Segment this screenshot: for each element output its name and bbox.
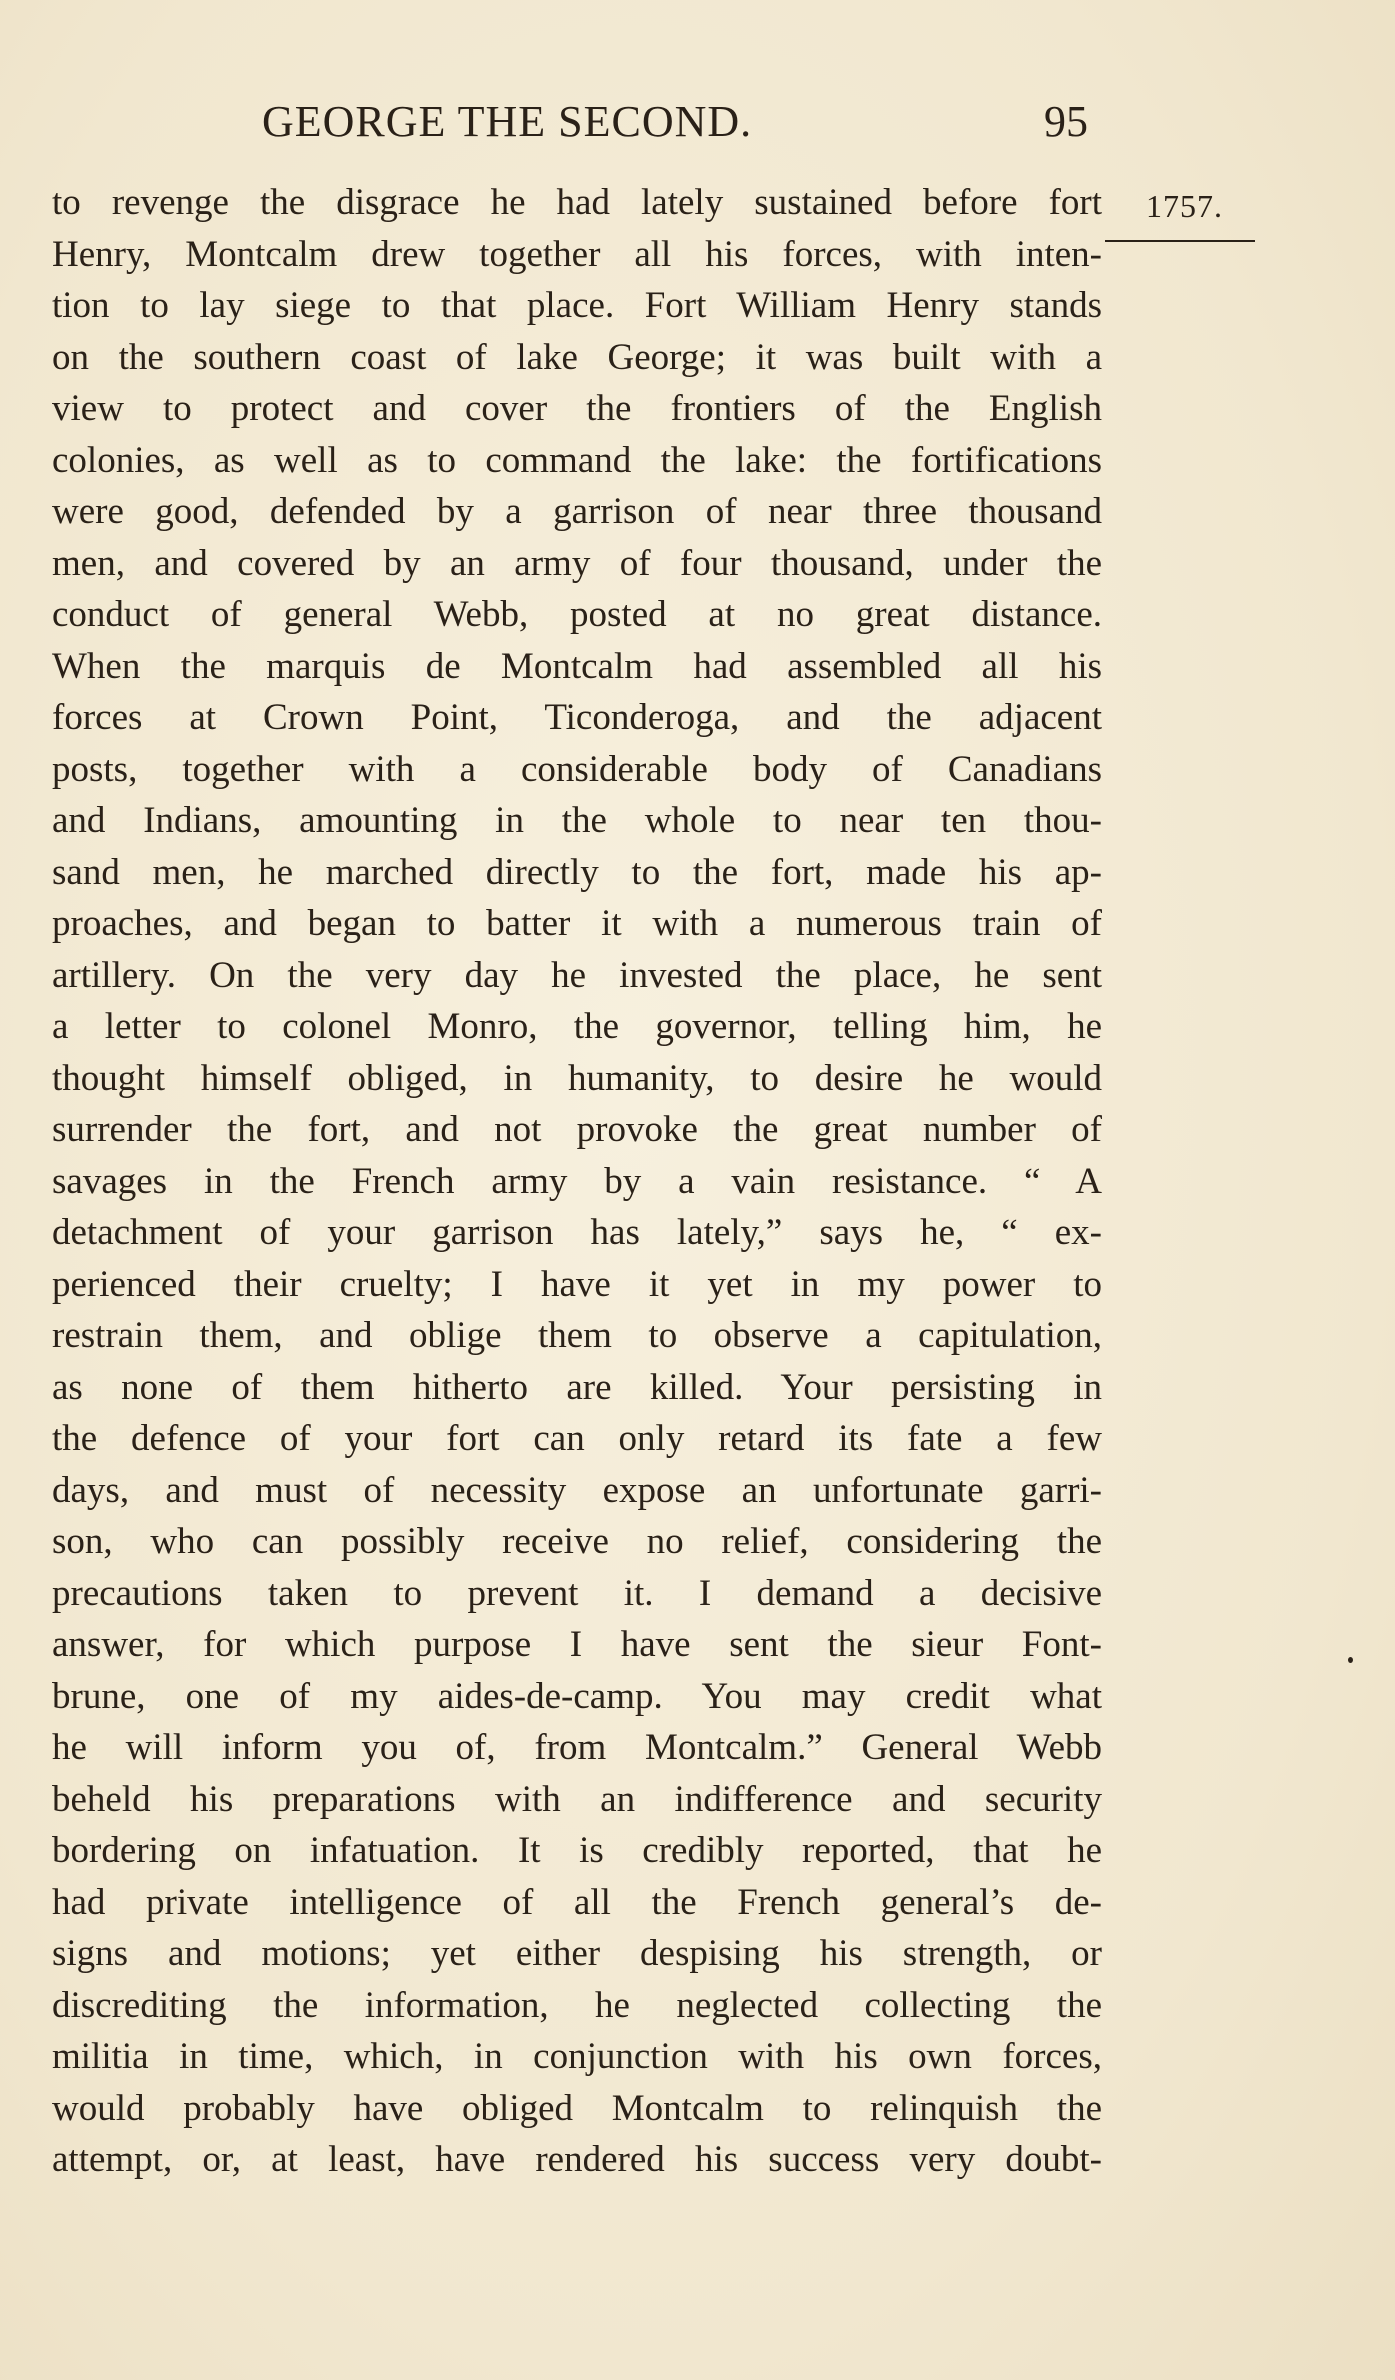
running-title: GEORGE THE SECOND.	[262, 97, 753, 146]
text-line: to revenge the disgrace he had lately sustained before fort	[52, 182, 1102, 223]
ink-speck	[1348, 1657, 1353, 1663]
text-line: signs and motions; yet either despising his strength, or	[52, 1933, 1102, 1974]
body-text	[52, 177, 1102, 2186]
page-header	[52, 96, 1092, 156]
text-line: detachment of your garrison has lately,” says he, “ ex-	[52, 1212, 1102, 1253]
margin-year-note: 1757.	[1146, 188, 1223, 224]
text-line: would probably have obliged Montcalm to relinquish the	[52, 2087, 1102, 2129]
text-line: son, who can possibly receive no relief, considering the	[52, 1521, 1102, 1562]
text-line: view to protect and cover the frontiers of the English	[52, 388, 1102, 429]
text-line: proaches, and began to batter it with a numerous train of	[52, 903, 1102, 944]
text-line: sand men, he marched directly to the fort, made his ap-	[52, 851, 1102, 893]
text-line: thought himself obliged, in humanity, to desire he would	[52, 1057, 1102, 1099]
text-line: brune, one of my aides-de-camp. You may credit what	[52, 1675, 1102, 1717]
text-line: attempt, or, at least, have rendered his success very doubt-	[52, 2139, 1102, 2180]
text-line: artillery. On the very day he invested the place, he sent	[52, 954, 1102, 996]
text-line: posts, together with a considerable body of Canadians	[52, 748, 1102, 790]
text-line: had private intelligence of all the French general’s de-	[52, 1881, 1102, 1923]
text-line: Henry, Montcalm drew together all his forces, with inten-	[52, 233, 1102, 275]
text-line: tion to lay siege to that place. Fort William Henry stands	[52, 285, 1102, 326]
text-line: bordering on infatuation. It is credibly reported, that he	[52, 1830, 1102, 1871]
text-line: he will inform you of, from Montcalm.” General Webb	[52, 1727, 1102, 1768]
text-line: conduct of general Webb, posted at no great distance.	[52, 594, 1102, 635]
text-line: perienced their cruelty; I have it yet in my power to	[52, 1263, 1102, 1305]
text-line: surrender the fort, and not provoke the great number of	[52, 1109, 1102, 1150]
text-line: precautions taken to prevent it. I demand a decisive	[52, 1572, 1102, 1614]
text-line: were good, defended by a garrison of near three thousand	[52, 491, 1102, 532]
text-line: and Indians, amounting in the whole to near ten thou-	[52, 800, 1102, 841]
text-line: savages in the French army by a vain resistance. “ A	[52, 1160, 1102, 1202]
text-line: discrediting the information, he neglected collecting the	[52, 1984, 1102, 2026]
text-line: the defence of your fort can only retard its fate a few	[52, 1418, 1102, 1459]
text-line: men, and covered by an army of four thousand, under the	[52, 542, 1102, 584]
text-line: restrain them, and oblige them to observe a capitulation,	[52, 1315, 1102, 1356]
margin-rule	[1105, 240, 1255, 242]
text-line: beheld his preparations with an indifference and security	[52, 1778, 1102, 1820]
page-number: 95	[1044, 97, 1088, 146]
text-line: a letter to colonel Monro, the governor, telling him, he	[52, 1006, 1102, 1047]
text-line: militia in time, which, in conjunction with his own forces,	[52, 2036, 1102, 2077]
text-line: on the southern coast of lake George; it was built with a	[52, 336, 1102, 378]
text-line: answer, for which purpose I have sent the sieur Font-	[52, 1624, 1102, 1665]
text-line: days, and must of necessity expose an unfortunate garri-	[52, 1469, 1102, 1511]
text-line: forces at Crown Point, Ticonderoga, and the adjacent	[52, 697, 1102, 738]
text-line: When the marquis de Montcalm had assembled all his	[52, 645, 1102, 687]
text-line: as none of them hitherto are killed. Your persisting in	[52, 1366, 1102, 1408]
text-line: colonies, as well as to command the lake: the fortifications	[52, 439, 1102, 481]
